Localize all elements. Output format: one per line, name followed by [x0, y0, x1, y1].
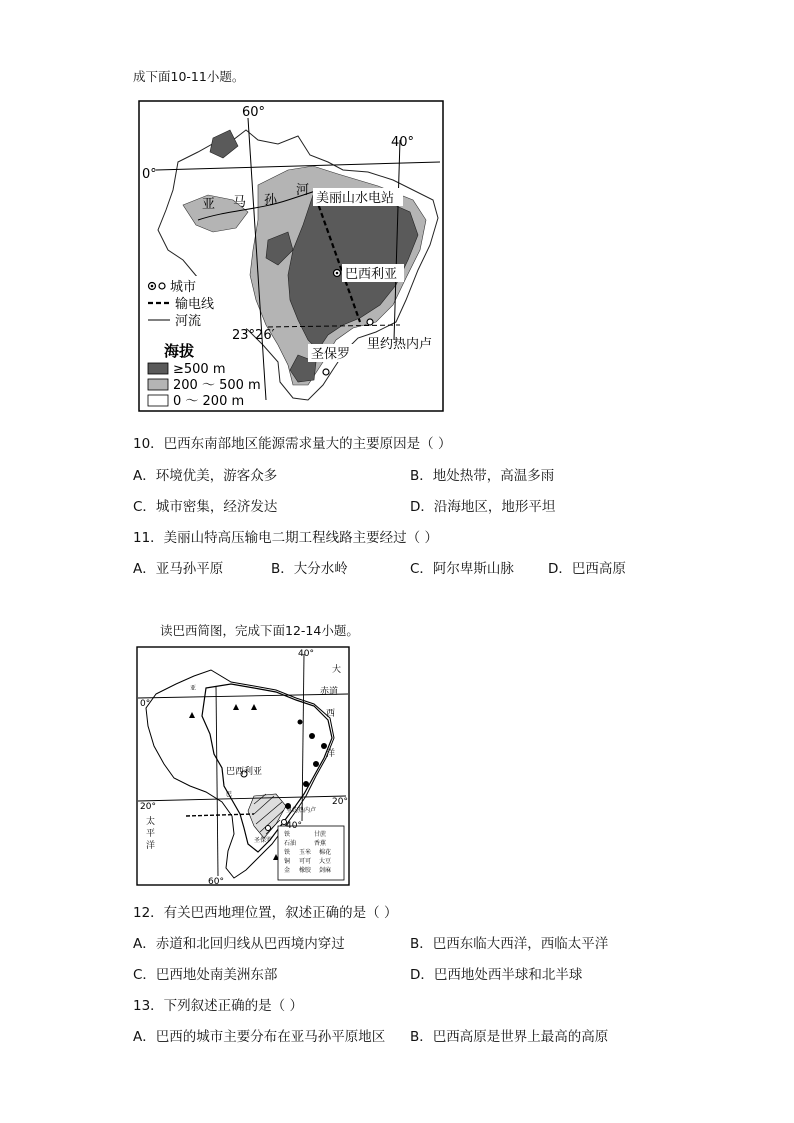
map2-legend-0: 铁	[284, 831, 291, 838]
map2-legend-9: 大豆	[319, 858, 332, 865]
legend-high-swatch	[148, 363, 168, 374]
q12-option-a[interactable]: A．赤道和北回归线从巴西境内穿过	[133, 936, 345, 952]
amazon-char-1: 亚	[202, 197, 216, 212]
q10-option-d[interactable]: D．沿海地区，地形平坦	[410, 499, 556, 515]
map2-lon-40-bottom: 40°	[286, 821, 302, 831]
q13-stem: 13．下列叙述正确的是（ ）	[133, 998, 303, 1014]
atlantic-char-1: 大	[332, 665, 342, 675]
legend-river: 河流	[175, 314, 202, 329]
atlantic-char-2: 西	[326, 709, 336, 719]
pacific-char-3: 洋	[146, 841, 156, 851]
map2-legend-12: 剑麻	[319, 867, 332, 874]
q13-option-a[interactable]: A．巴西的城市主要分布在亚马孙平原地区	[133, 1029, 386, 1045]
brazil-sketch-map	[136, 646, 350, 886]
saopaulo-label: 圣保罗	[311, 347, 351, 362]
q13-option-b[interactable]: B．巴西高原是世界上最高的高原	[410, 1029, 609, 1045]
q11-option-b[interactable]: B．大分水岭	[271, 561, 348, 577]
map2-legend-5: 玉米	[299, 849, 312, 856]
lon-40-label: 40°	[391, 135, 415, 150]
q12-option-b[interactable]: B．巴西东临大西洋，西临太平洋	[410, 936, 609, 952]
map2-rio-label: 里约热内卢	[286, 807, 317, 814]
lon-60-label: 60°	[242, 105, 266, 120]
pacific-char-1: 太	[146, 817, 156, 827]
q11-option-d[interactable]: D．巴西高原	[548, 561, 626, 577]
q11-option-c[interactable]: C．阿尔卑斯山脉	[410, 561, 514, 577]
q12-stem: 12．有关巴西地理位置，叙述正确的是（ ）	[133, 905, 398, 921]
legend-elev-low: 0 ～ 200 m	[173, 394, 245, 409]
lat-0-label: 0°	[142, 167, 157, 182]
saopaulo-dot	[323, 369, 329, 375]
map2-equator-label: 赤道	[320, 687, 339, 697]
q10-option-b[interactable]: B．地处热带，高温多雨	[410, 468, 555, 484]
pacific-char-2: 平	[146, 829, 156, 839]
amazon-char-4: 河	[296, 183, 310, 198]
brazil-elevation-map	[138, 100, 444, 412]
map2-small-ba: 巴	[226, 791, 233, 798]
q12-option-c[interactable]: C．巴西地处南美洲东部	[133, 967, 278, 983]
rio-dot	[367, 319, 373, 325]
map2-legend-4: 铁	[284, 849, 291, 856]
tropic-label: 23°26′	[232, 328, 275, 343]
q11-option-a[interactable]: A．亚马孙平原	[133, 561, 224, 577]
map2-small-ya: 亚	[190, 685, 197, 692]
brasilia-label: 巴西利亚	[345, 267, 398, 282]
map2-sp-label: 圣保罗	[254, 837, 273, 844]
map2-legend-3: 香蕉	[314, 840, 327, 847]
map2-lon-40: 40°	[298, 649, 314, 659]
legend-elev-high: ≥500 m	[173, 362, 226, 377]
intro-text-2: 读巴西简图，完成下面12-14小题。	[160, 623, 359, 638]
q10-option-a[interactable]: A．环境优美，游客众多	[133, 468, 278, 484]
legend-city: 城市	[170, 280, 197, 295]
map2-sp-dot	[266, 826, 271, 831]
legend-low-swatch	[148, 395, 168, 406]
map2-legend-11: 橡胶	[299, 867, 312, 874]
q10-stem: 10．巴西东南部地区能源需求量大的主要原因是（ ）	[133, 436, 452, 452]
rio-label: 里约热内卢	[367, 337, 433, 352]
atlantic-char-3: 洋	[326, 749, 336, 759]
legend-mid-swatch	[148, 379, 168, 390]
q11-stem: 11．美丽山特高压输电二期工程线路主要经过（ ）	[133, 530, 438, 546]
legend-elev-title: 海拔	[164, 342, 195, 360]
map2-lon-60: 60°	[208, 877, 224, 886]
map2-legend-8: 可可	[299, 858, 312, 865]
map2-legend-7: 铜	[284, 858, 291, 865]
station-label: 美丽山水电站	[316, 191, 395, 206]
map2-legend-6: 棉花	[319, 849, 332, 856]
amazon-char-2: 马	[233, 195, 247, 210]
legend-elev-mid: 200 ～ 500 m	[173, 378, 261, 393]
intro-text-1: 成下面10-11小题。	[133, 69, 245, 84]
map2-legend-10: 金	[284, 867, 291, 874]
map2-lat-20-right: 20°	[332, 797, 348, 807]
map2-brasilia-label: 巴西利亚	[226, 767, 263, 777]
q10-option-c[interactable]: C．城市密集，经济发达	[133, 499, 278, 515]
map2-lat-20: 20°	[140, 802, 156, 812]
map2-lat-0: 0°	[140, 699, 151, 709]
q12-option-d[interactable]: D．巴西地处西半球和北半球	[410, 967, 583, 983]
amazon-char-3: 孙	[264, 193, 278, 208]
legend-line: 输电线	[175, 297, 215, 312]
map2-legend-2: 石油	[284, 840, 297, 847]
map2-legend-1: 甘蔗	[314, 831, 327, 838]
